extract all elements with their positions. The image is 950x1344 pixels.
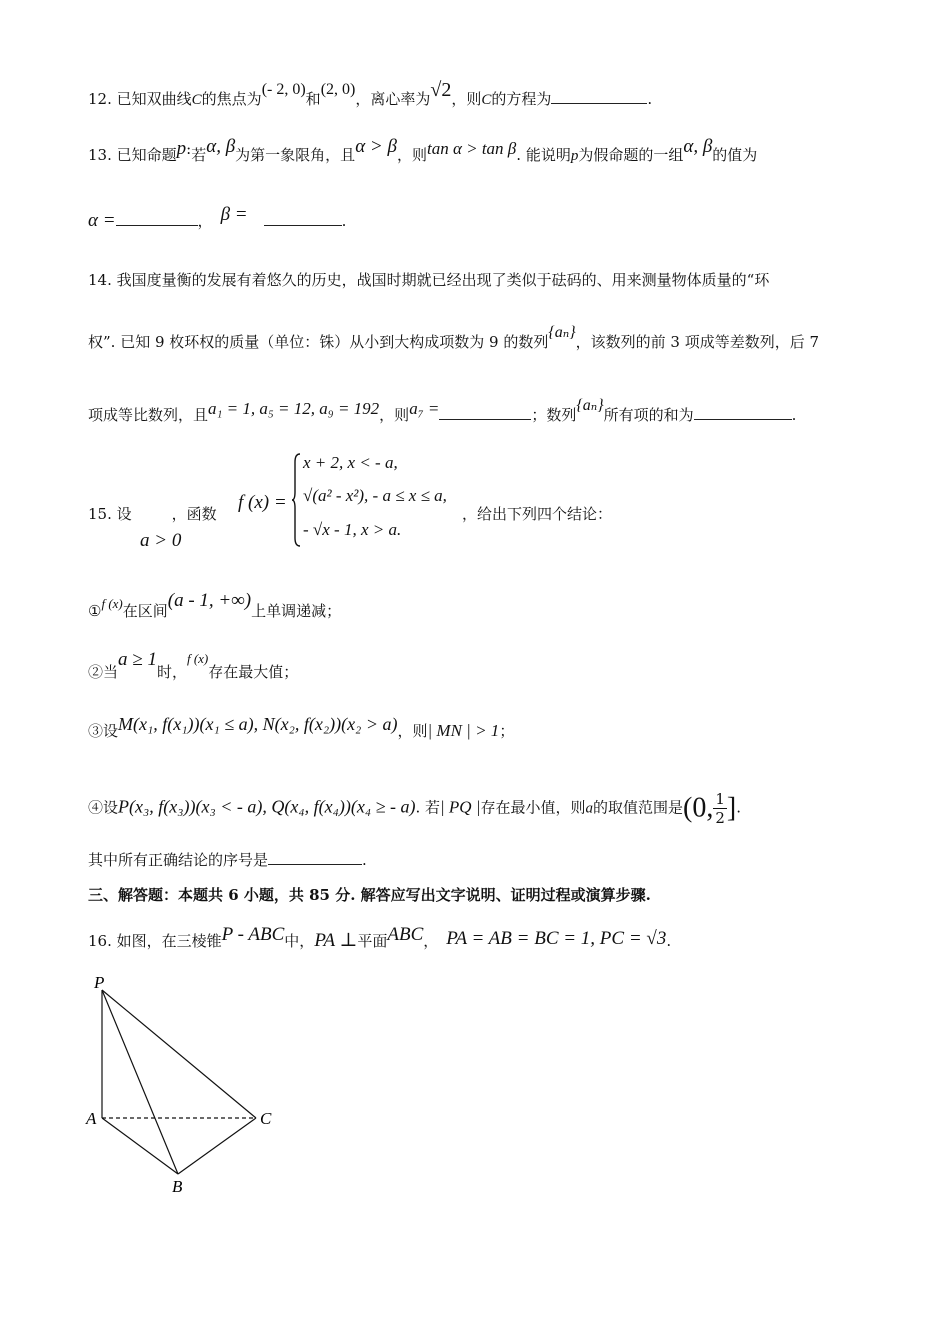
question-15-head: 15. 设 ，函数 (88, 505, 217, 523)
q15-answer-blank[interactable] (268, 850, 362, 865)
question-16: 16. 如图，在三棱锥P - ABC中，PA ⊥平面ABC， PA = AB = BC = 1, PC = √3. (88, 924, 672, 951)
q15-statement-3: ③设M(x₁, f(x₁))(x₁ ≤ a), N(x₂, f(x₂))(x₂ > a)，则| MN | > 1； (88, 714, 515, 740)
q15-case3: - √x - 1, x > a. (303, 520, 402, 539)
q15-fx: f (x) = (238, 492, 287, 513)
q12-focus2: (2, 0) (320, 81, 356, 98)
question-14-line1: 14. 我国度量衡的发展有着悠久的历史，战国时期就已经出现了类似于砝码的、用来测量物体质量的“环 (88, 271, 770, 289)
q15-a-positive: a > 0 (140, 530, 182, 551)
question-12: 12. 已知双曲线C的焦点为(- 2, 0)和(2, 0)，离心率为√2，则C的方程为 . (88, 79, 653, 108)
q15-fraction: $\frac{1}{2}$ (715, 790, 725, 827)
q13-beta-blank[interactable] (264, 211, 342, 226)
q15-statement-4: ④设P(x₃, f(x₃))(x₃ < - a), Q(x₄, f(x₄))(x₄ ≥ - a). 若| PQ |存在最小值，则a的取值范围是(0, $\frac{1}{2}$ ]. (88, 790, 742, 827)
q13-alpha-blank[interactable] (116, 211, 198, 226)
q12-number: 12. (88, 90, 112, 108)
question-14-line3: 项成等比数列，且a₁ = 1, a₅ = 12, a₉ = 192，则a₇ = ；数列{aₙ}所有项的和为 . (88, 397, 797, 424)
q15-statement-1: ①f (x)在区间(a - 1, +∞)上单调递减； (88, 590, 342, 620)
label-c: C (260, 1109, 272, 1128)
q12-focus1: (- 2, 0) (261, 81, 306, 98)
q14-sum-blank[interactable] (694, 405, 792, 420)
question-13: 13. 已知命题p:若α, β为第一象限角，且α > β，则tan α > tan β. 能说明p为假命题的一组α, β的值为 (88, 136, 758, 164)
edge-pc (102, 990, 256, 1118)
question-13-answers: α = ， β = . (88, 204, 347, 231)
q15-intro-tail: ，给出下列四个结论： (462, 505, 613, 523)
pyramid-figure (80, 970, 300, 1200)
edge-bc (178, 1118, 256, 1174)
left-brace-icon (292, 452, 302, 548)
label-p: P (94, 973, 105, 992)
question-14-line2: 权”. 已知 9 枚环权的质量（单位：铢）从小到大构成项数为 9 的数列{aₙ}，该数列的前 3 项成等差数列，后 7 (88, 324, 820, 351)
q12-eccentricity: √2 (430, 79, 452, 101)
q12-answer-blank[interactable] (551, 89, 647, 104)
q15-summary: 其中所有正确结论的序号是 . (88, 851, 367, 869)
section-3-heading: 三、解答题：本题共 6 小题，共 85 分. 解答应写出文字说明、证明过程或演算步骤. (88, 886, 651, 904)
q14-a7-blank[interactable] (439, 405, 531, 420)
q15-case2: √(a² - x²), - a ≤ x ≤ a, (303, 486, 447, 505)
label-b: B (172, 1177, 183, 1196)
q15-statement-2: ②当a ≥ 1时，f (x)存在最大值； (88, 649, 299, 681)
q15-brace (292, 452, 302, 548)
q15-case1: x + 2, x < - a, (303, 453, 398, 472)
q14-sequence: {aₙ} (548, 324, 576, 341)
label-a: A (86, 1109, 97, 1128)
